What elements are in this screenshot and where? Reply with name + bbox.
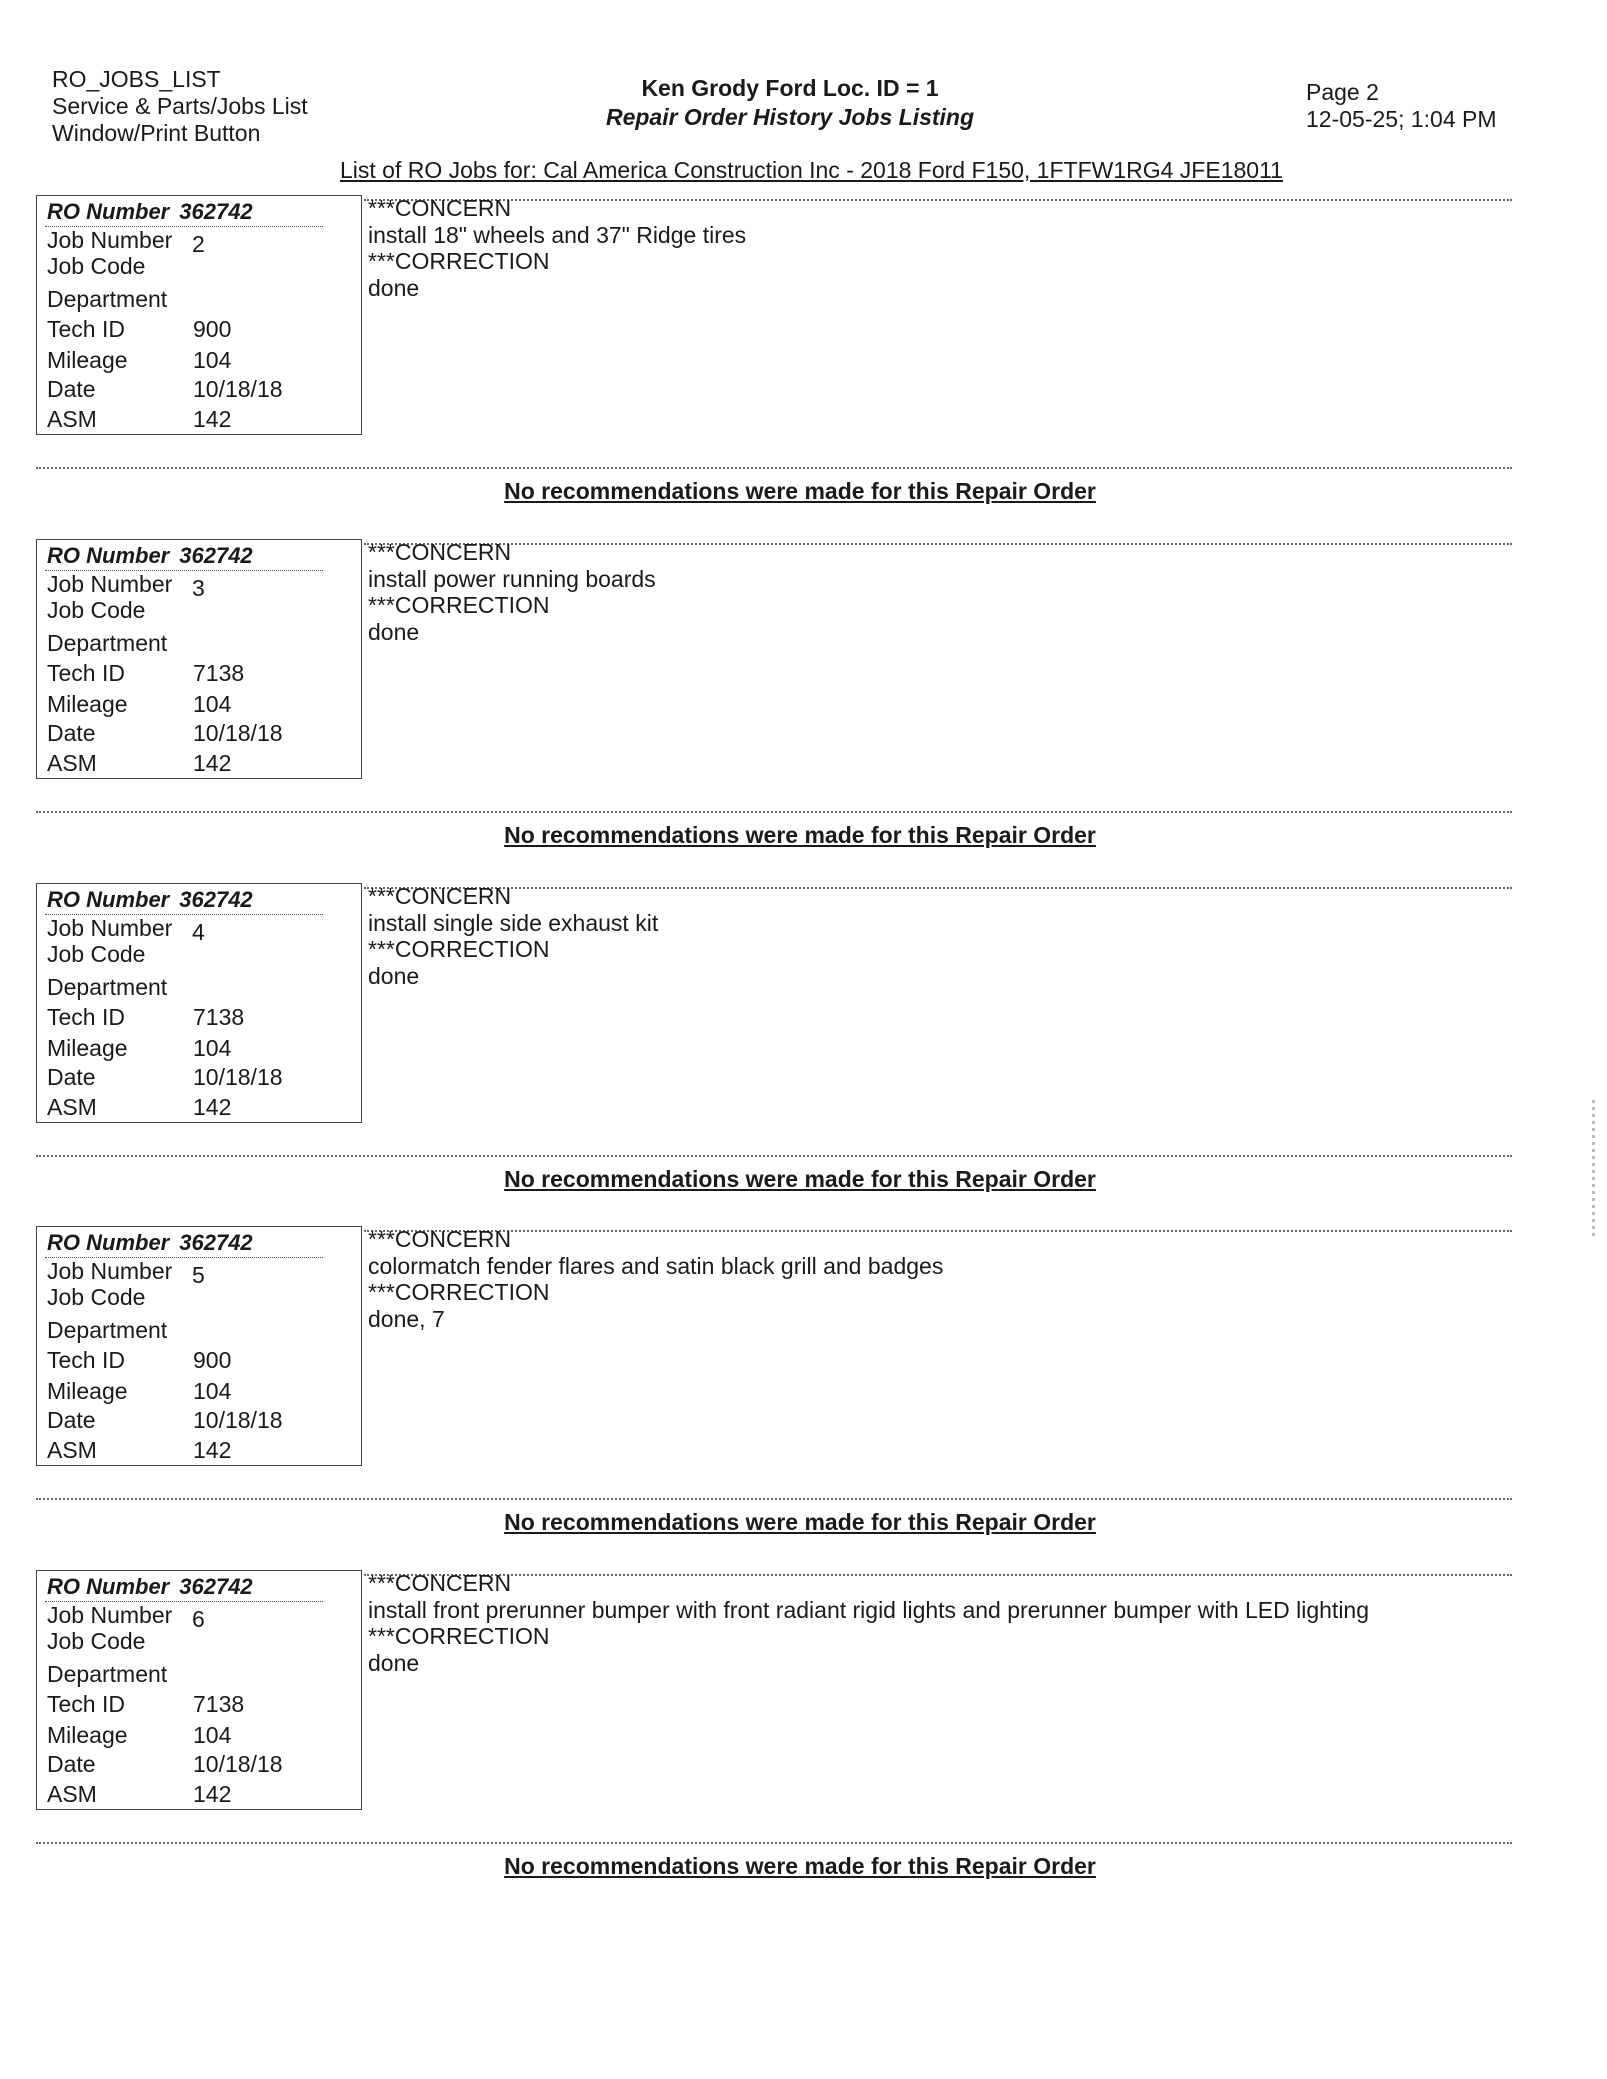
asm-value: 142 (193, 750, 232, 776)
department-row (47, 286, 167, 313)
job-number-row (47, 571, 205, 601)
job-entry (0, 539, 1607, 884)
date-row (47, 376, 283, 403)
job-info-box (36, 539, 362, 779)
tech-id-row (47, 316, 232, 343)
department-label: Department (47, 1317, 168, 1343)
page-number: Page 2 (1306, 79, 1379, 105)
mileage-value: 104 (193, 691, 232, 717)
asm-value: 142 (193, 1437, 232, 1463)
concern-text: colormatch fender flares and satin black grill and badges (368, 1252, 944, 1279)
ro-number-value: 362742 (179, 1574, 253, 1599)
report-code: RO_JOBS_LIST (52, 66, 221, 92)
dealer-name: Ken Grody Ford Loc. ID = 1 (641, 75, 939, 101)
job-separator (36, 467, 1512, 469)
mileage-row (47, 1378, 232, 1405)
job-entry (0, 1570, 1607, 1915)
tech-id-row (47, 660, 245, 687)
concern-text: install front prerunner bumper with front radiant rigid lights and prerunner bumper with LED lighting (368, 1596, 1370, 1623)
tech-id-value: 7138 (193, 1004, 245, 1030)
job-code-row (47, 253, 145, 280)
asm-label: ASM (47, 1437, 97, 1463)
date-row (47, 1064, 283, 1091)
job-number-label: Job Number (47, 1602, 173, 1628)
job-info-box (36, 883, 362, 1123)
department-row (47, 630, 167, 657)
department-label: Department (47, 1661, 168, 1687)
ro-number-label: RO Number (47, 199, 170, 224)
job-separator (36, 811, 1512, 813)
ro-number-label: RO Number (47, 1574, 170, 1599)
job-notes (368, 883, 658, 989)
correction-text: done (368, 618, 420, 645)
asm-label: ASM (47, 1094, 97, 1120)
department-row (47, 974, 167, 1001)
job-notes (368, 1226, 943, 1332)
correction-label: ***CORRECTION (368, 1623, 550, 1649)
asm-value: 142 (193, 406, 232, 432)
department-row (47, 1317, 167, 1344)
tech-id-row (47, 1347, 232, 1374)
date-row (47, 1751, 283, 1778)
asm-row (47, 1781, 232, 1808)
ro-number-row (47, 887, 253, 913)
report-source: Service & Parts/Jobs List (52, 93, 308, 119)
job-code-row (47, 597, 145, 624)
mileage-label: Mileage (47, 1378, 128, 1404)
ro-number-label: RO Number (47, 887, 170, 912)
job-number-label: Job Number (47, 227, 173, 253)
job-number-label: Job Number (47, 1258, 173, 1284)
ro-number-value: 362742 (179, 543, 253, 568)
mileage-label: Mileage (47, 1722, 128, 1748)
correction-text: done (368, 962, 420, 989)
job-code-row (47, 941, 145, 968)
tech-id-value: 7138 (193, 660, 245, 686)
report-title-block (560, 74, 1020, 132)
asm-label: ASM (47, 1781, 97, 1807)
recommendation-note: No recommendations were made for this Repair Order (504, 478, 1096, 504)
concern-text: install 18" wheels and 37" Ridge tires (368, 221, 747, 248)
concern-text: install power running boards (368, 565, 656, 592)
date-label: Date (47, 376, 96, 402)
job-code-label: Job Code (47, 1628, 146, 1654)
date-value: 10/18/18 (193, 376, 283, 402)
date-label: Date (47, 1751, 96, 1777)
correction-text: done (368, 274, 420, 301)
job-code-label: Job Code (47, 1284, 146, 1310)
asm-row (47, 1094, 232, 1121)
job-number-value: 6 (192, 1606, 205, 1632)
mileage-row (47, 1722, 232, 1749)
department-row (47, 1661, 167, 1688)
report-id-block (52, 66, 308, 147)
job-number-row (47, 1602, 205, 1632)
tech-id-label: Tech ID (47, 660, 125, 686)
job-code-row (47, 1284, 145, 1311)
mileage-row (47, 691, 232, 718)
date-row (47, 720, 283, 747)
department-label: Department (47, 286, 168, 312)
job-code-row (47, 1628, 145, 1655)
asm-value: 142 (193, 1094, 232, 1120)
concern-text: install single side exhaust kit (368, 909, 659, 936)
department-label: Department (47, 974, 168, 1000)
job-info-box (36, 1226, 362, 1466)
job-number-value: 5 (192, 1262, 205, 1288)
job-number-row (47, 1258, 205, 1288)
correction-label: ***CORRECTION (368, 1279, 550, 1305)
job-number-row (47, 227, 205, 257)
mileage-value: 104 (193, 1378, 232, 1404)
correction-label: ***CORRECTION (368, 248, 550, 274)
tech-id-label: Tech ID (47, 1004, 125, 1030)
recommendation-note: No recommendations were made for this Repair Order (504, 1509, 1096, 1535)
correction-label: ***CORRECTION (368, 592, 550, 618)
job-number-value: 3 (192, 575, 205, 601)
page-info-block (1306, 79, 1497, 133)
job-number-value: 4 (192, 919, 205, 945)
tech-id-label: Tech ID (47, 1691, 125, 1717)
ro-number-value: 362742 (179, 199, 253, 224)
mileage-label: Mileage (47, 691, 128, 717)
ro-number-label: RO Number (47, 1230, 170, 1255)
job-entry (0, 195, 1607, 540)
asm-row (47, 750, 232, 777)
job-separator (36, 1842, 1512, 1844)
job-code-label: Job Code (47, 941, 146, 967)
tech-id-value: 7138 (193, 1691, 245, 1717)
date-label: Date (47, 1064, 96, 1090)
asm-row (47, 1437, 232, 1464)
job-number-label: Job Number (47, 571, 173, 597)
job-separator (36, 1498, 1512, 1500)
ro-number-value: 362742 (179, 1230, 253, 1255)
tech-id-label: Tech ID (47, 1347, 125, 1373)
tech-id-label: Tech ID (47, 316, 125, 342)
concern-label: ***CONCERN (368, 539, 512, 565)
date-value: 10/18/18 (193, 1407, 283, 1433)
job-separator (36, 1155, 1512, 1157)
ro-number-label: RO Number (47, 543, 170, 568)
asm-label: ASM (47, 750, 97, 776)
correction-text: done, 7 (368, 1305, 445, 1332)
ro-number-row (47, 199, 253, 225)
date-label: Date (47, 720, 96, 746)
recommendation-note: No recommendations were made for this Repair Order (504, 822, 1096, 848)
date-label: Date (47, 1407, 96, 1433)
job-entry (0, 1226, 1607, 1571)
mileage-row (47, 347, 232, 374)
mileage-value: 104 (193, 1722, 232, 1748)
date-value: 10/18/18 (193, 1751, 283, 1777)
tech-id-row (47, 1004, 245, 1031)
date-row (47, 1407, 283, 1434)
ro-number-row (47, 1574, 253, 1600)
report-title: Repair Order History Jobs Listing (605, 104, 975, 130)
correction-text: done (368, 1649, 420, 1676)
job-code-label: Job Code (47, 597, 146, 623)
ro-number-value: 362742 (179, 887, 253, 912)
report-origin: Window/Print Button (52, 120, 261, 146)
scan-artifact (1592, 1100, 1595, 1240)
asm-value: 142 (193, 1781, 232, 1807)
concern-label: ***CONCERN (368, 883, 512, 909)
asm-row (47, 406, 232, 433)
tech-id-value: 900 (193, 316, 232, 342)
ro-number-row (47, 1230, 253, 1256)
job-number-row (47, 915, 205, 945)
tech-id-value: 900 (193, 1347, 232, 1373)
recommendation-note: No recommendations were made for this Repair Order (504, 1166, 1096, 1192)
date-value: 10/18/18 (193, 720, 283, 746)
concern-label: ***CONCERN (368, 195, 512, 221)
concern-label: ***CONCERN (368, 1570, 512, 1596)
job-notes (368, 1570, 1369, 1676)
job-notes (368, 195, 746, 301)
mileage-value: 104 (193, 347, 232, 373)
ro-number-row (47, 543, 253, 569)
department-label: Department (47, 630, 168, 656)
mileage-label: Mileage (47, 347, 128, 373)
job-code-label: Job Code (47, 253, 146, 279)
mileage-value: 104 (193, 1035, 232, 1061)
job-number-label: Job Number (47, 915, 173, 941)
correction-label: ***CORRECTION (368, 936, 550, 962)
print-datetime: 12-05-25; 1:04 PM (1306, 106, 1497, 132)
job-info-box (36, 195, 362, 435)
asm-label: ASM (47, 406, 97, 432)
mileage-row (47, 1035, 232, 1062)
vehicle-subtitle: List of RO Jobs for: Cal America Construction Inc - 2018 Ford F150, 1FTFW1RG4 JFE18011 (340, 157, 1283, 183)
job-entry (0, 883, 1607, 1228)
concern-label: ***CONCERN (368, 1226, 512, 1252)
mileage-label: Mileage (47, 1035, 128, 1061)
job-notes (368, 539, 656, 645)
job-info-box (36, 1570, 362, 1810)
date-value: 10/18/18 (193, 1064, 283, 1090)
job-number-value: 2 (192, 231, 205, 257)
tech-id-row (47, 1691, 245, 1718)
recommendation-note: No recommendations were made for this Repair Order (504, 1853, 1096, 1879)
